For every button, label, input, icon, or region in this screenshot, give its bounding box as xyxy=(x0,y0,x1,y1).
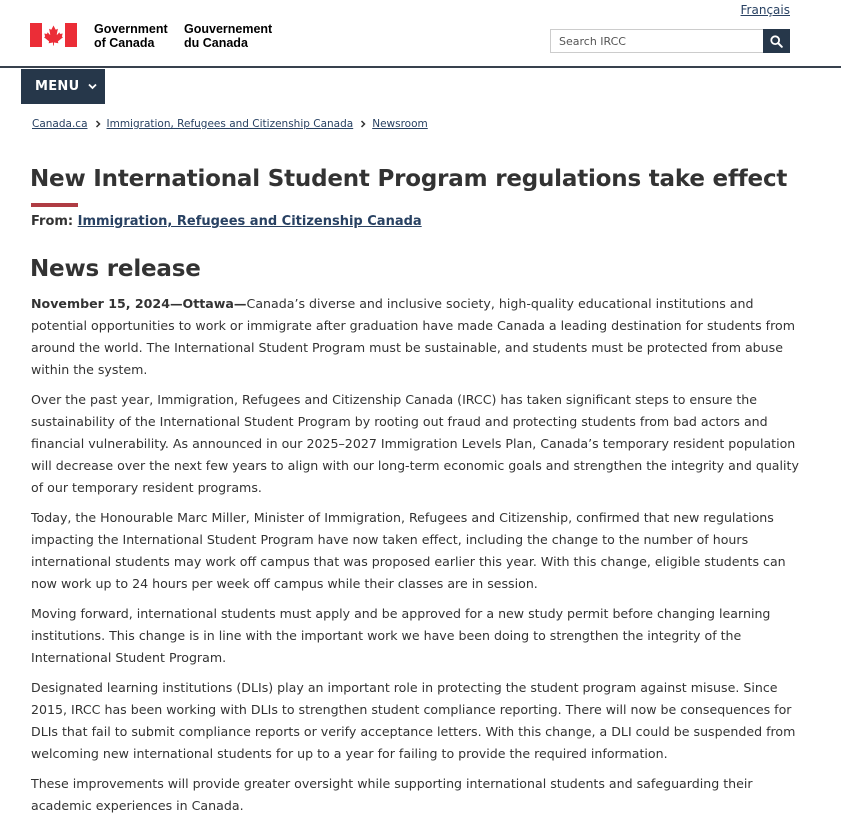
signature-french: Gouvernement du Canada xyxy=(184,22,273,50)
title-underline xyxy=(31,203,78,207)
canada-flag-icon xyxy=(30,23,77,47)
from-label: From: xyxy=(31,214,74,229)
chevron-down-icon xyxy=(88,83,97,90)
paragraph: Over the past year, Immigration, Refugees and Citizenship Canada (IRCC) has taken significant steps to ensure the sustainability of the International Student Program by rooting out fraud and protecting students from bad actors and financial vulnerability. As announced in our 2025–2027 Immigration Levels Plan, Canada’s temporary resident population will decrease over the next few years to align with our long-term economic goals and strengthen the integrity and quality of our temporary resident programs. xyxy=(31,392,799,495)
article-body xyxy=(31,293,806,825)
menu-label: MENU xyxy=(35,79,80,94)
dateline: November 15, 2024—Ottawa— xyxy=(31,296,247,311)
language-toggle-link[interactable]: Français xyxy=(740,3,790,17)
signature-english: Government of Canada xyxy=(94,22,168,50)
search-icon xyxy=(770,35,783,48)
search-button[interactable] xyxy=(763,29,790,53)
paragraph: Moving forward, international students must apply and be approved for a new study permit before changing learning institutions. This change is in line with the important work we have been doing to strengthen the integrity of the International Student Program. xyxy=(31,606,771,665)
paragraph: Today, the Honourable Marc Miller, Minister of Immigration, Refugees and Citizenship, confirmed that new regulations impacting the International Student Program have now taken effect, including the change to the number of hours international students may work off campus that was proposed earlier this year. With this change, eligible students can now work up to 24 hours per week off campus while their classes are in session. xyxy=(31,510,786,591)
page-title: New International Student Program regulations take effect xyxy=(30,166,788,192)
breadcrumb-link-newsroom[interactable]: Newsroom xyxy=(372,118,428,130)
from-organization-link[interactable]: Immigration, Refugees and Citizenship Canada xyxy=(77,214,422,229)
section-title: News release xyxy=(30,256,201,282)
from-line xyxy=(31,214,422,229)
chevron-right-icon xyxy=(360,120,366,128)
breadcrumb-link-canada[interactable]: Canada.ca xyxy=(32,118,88,130)
paragraph: These improvements will provide greater oversight while supporting international students and safeguarding their academic experiences in Canada. xyxy=(31,776,753,813)
government-signature[interactable] xyxy=(30,23,284,50)
search-input[interactable] xyxy=(550,29,763,53)
chevron-right-icon xyxy=(95,120,101,128)
site-header xyxy=(0,0,841,68)
search-form xyxy=(550,29,790,53)
breadcrumb xyxy=(32,118,428,130)
menu-button[interactable] xyxy=(21,69,105,104)
paragraph: Designated learning institutions (DLIs) play an important role in protecting the student program against misuse. Since 2015, IRCC has been working with DLIs to strengthen student compliance reporting. There will now be consequences for DLIs that fail to submit compliance reports or verify acceptance letters. With this change, a DLI could be suspended from welcoming new international students for up to a year for failing to provide the required information. xyxy=(31,680,796,761)
paragraph: November 15, 2024—Ottawa—Canada’s diverse and inclusive society, high-quality educational institutions and potential opportunities to work or immigrate after graduation have made Canada a leading destination for students from around the world. The International Student Program must be sustainable, and students must be protected from abuse within the system. xyxy=(31,296,795,377)
breadcrumb-link-ircc[interactable]: Immigration, Refugees and Citizenship Canada xyxy=(106,118,354,130)
